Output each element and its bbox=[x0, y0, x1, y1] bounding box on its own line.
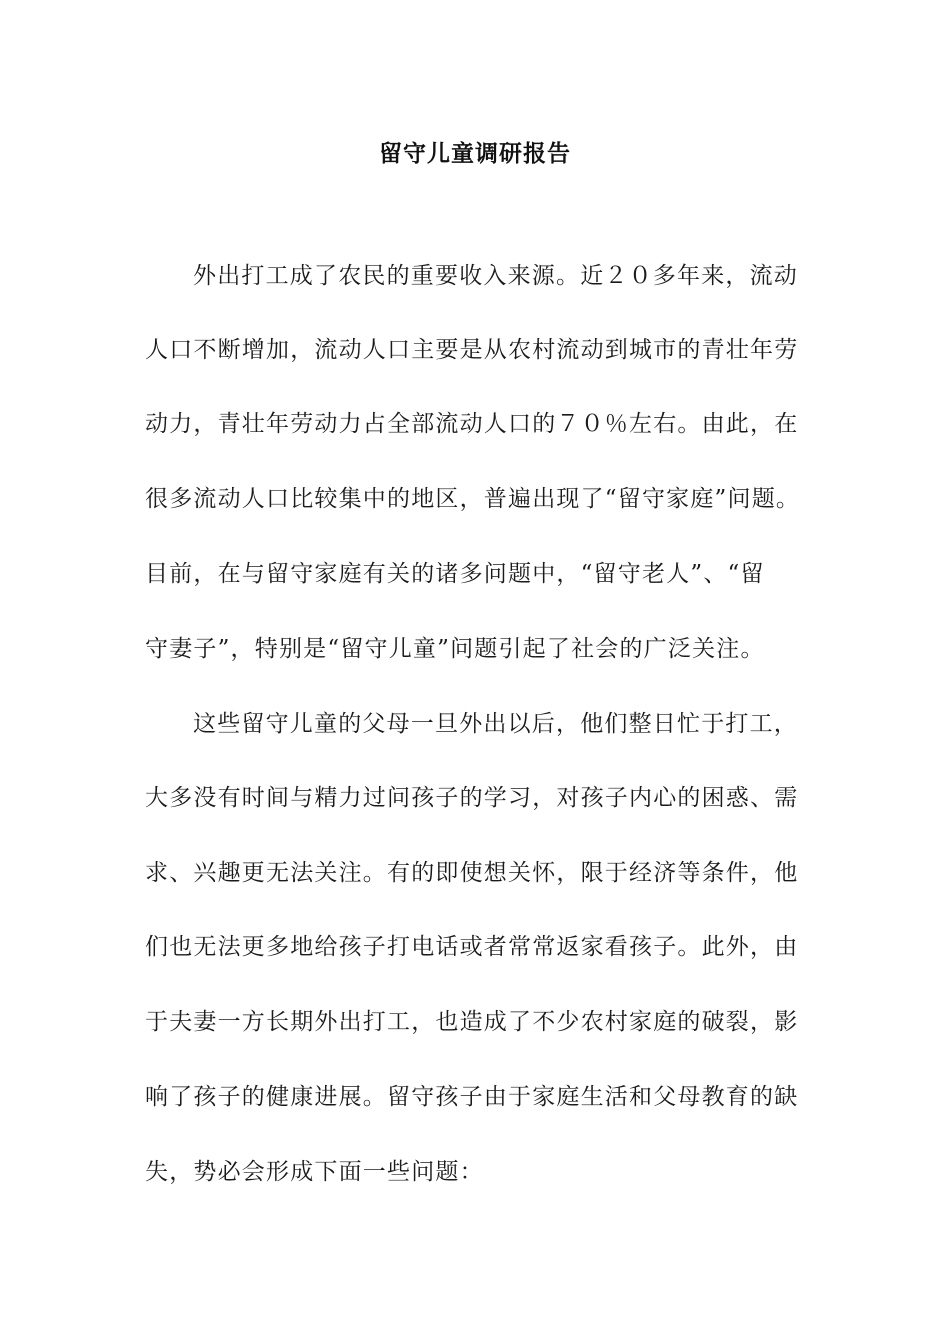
paragraph-2-line-3: 求、兴趣更无法关注。有的即使想关怀，限于经济等条件，他 bbox=[145, 860, 799, 886]
paragraph-2-line-4: 们也无法更多地给孩子打电话或者常常返家看孩子。此外，由 bbox=[145, 934, 799, 960]
paragraph-1-line-5: 目前，在与留守家庭有关的诸多问题中，“留守老人”、“留 bbox=[145, 561, 765, 587]
paragraph-2-line-1: 这些留守儿童的父母一旦外出以后，他们整日忙于打工， bbox=[193, 711, 798, 737]
paragraph-2-line-6: 响了孩子的健康进展。留守孩子由于家庭生活和父母教育的缺 bbox=[145, 1084, 799, 1110]
document-title: 留守儿童调研报告 bbox=[379, 141, 571, 167]
paragraph-2-line-2: 大多没有时间与精力过问孩子的学习，对孩子内心的困惑、需 bbox=[145, 785, 799, 811]
paragraph-1-line-4: 很多流动人口比较集中的地区，普遍出现了“留守家庭”问题。 bbox=[145, 486, 801, 512]
paragraph-1-line-2: 人口不断增加，流动人口主要是从农村流动到城市的青壮年劳 bbox=[145, 337, 799, 363]
paragraph-1-line-6: 守妻子”，特别是“留守儿童”问题引起了社会的广泛关注。 bbox=[145, 636, 765, 662]
paragraph-2-line-5: 于夫妻一方长期外出打工，也造成了不少农村家庭的破裂，影 bbox=[145, 1009, 799, 1035]
paragraph-1-line-1: 外出打工成了农民的重要收入来源。近２０多年来，流动 bbox=[193, 263, 798, 289]
paragraph-1-line-3: 动力，青壮年劳动力占全部流动人口的７０％左右。由此，在 bbox=[145, 411, 799, 437]
paragraph-2-line-7: 失，势必会形成下面一些问题： bbox=[145, 1159, 484, 1185]
